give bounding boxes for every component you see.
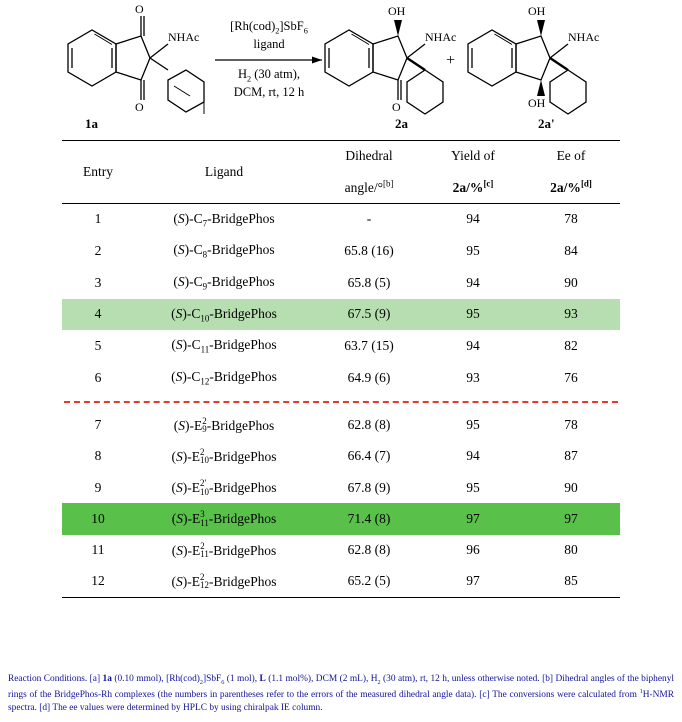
table-row [62, 203, 620, 235]
cell-entry: 12 [62, 566, 134, 598]
cell-dihedral-angle: 66.4 (7) [347, 448, 391, 464]
header-yield-line2: 2a/%[c] [452, 178, 494, 195]
cell-ee: 90 [564, 479, 578, 495]
scheme-structures [0, 0, 682, 140]
substrate-compound-label: 1a [85, 116, 98, 131]
section-separator [62, 394, 620, 410]
header-dihedral-line1: Dihedral [314, 141, 424, 172]
results-table [62, 140, 620, 598]
cell-ligand: (S)-E2 10-BridgePhos [171, 446, 277, 466]
table-header-row-1 [62, 141, 620, 172]
cell-dihedral-angle: 67.5 (9) [347, 306, 391, 322]
cell-ligand: $(S)-C_{12}$-BridgePhos [171, 368, 277, 387]
condition-solvent: DCM, rt, 12 h [233, 85, 305, 99]
product1-carbonyl-o: O [392, 100, 401, 114]
table-row [62, 410, 620, 441]
cell-yield: 95 [466, 243, 480, 259]
cell-ee: 97 [564, 510, 578, 526]
cell-entry: 11 [91, 542, 105, 558]
cell-yield: 94 [466, 274, 480, 290]
cell-entry: 6 [94, 369, 102, 385]
table-row [62, 299, 620, 331]
table-body [62, 203, 620, 598]
table-row [62, 441, 620, 472]
table-row [62, 362, 620, 394]
cell-ligand: (S)-E2 11-BridgePhos [171, 540, 277, 560]
cell-yield: 97 [424, 566, 522, 598]
substrate-carbonyl-o-top: O [135, 2, 144, 16]
product2-oh-top: OH [528, 4, 546, 18]
cell-entry: 1 [62, 203, 134, 235]
cell-dihedral-angle: 64.9 (6) [347, 369, 391, 385]
cell-ligand: (S)-E3 11-BridgePhos [171, 509, 277, 528]
cell-ee: 78 [522, 203, 620, 235]
cell-yield: 94 [424, 203, 522, 235]
cell-dihedral-angle: - [314, 203, 424, 235]
cell-ee: 85 [522, 566, 620, 598]
cell-ligand: (S)-E2' 10-BridgePhos [171, 478, 277, 497]
reagent-catalyst: $[Rh(cod)_2]SbF_6$ [230, 19, 308, 36]
cell-entry: 7 [94, 417, 102, 433]
cell-yield: 95 [466, 417, 480, 433]
cell-ligand: $(S)-C_{10}$-BridgePhos [171, 305, 277, 324]
cell-ee: 93 [564, 306, 578, 322]
product1-compound-label: 2a [395, 116, 408, 131]
cell-dihedral-angle: 67.8 (9) [347, 479, 391, 495]
cell-dihedral-angle: 65.8 (16) [344, 243, 394, 259]
cell-ee: 76 [564, 369, 578, 385]
cell-ligand: (S)-E2 12-BridgePhos [134, 566, 314, 598]
cell-ee: 80 [564, 542, 578, 558]
reaction-scheme [0, 0, 682, 140]
table-row [62, 330, 620, 362]
cell-yield: 97 [466, 510, 480, 526]
cell-yield: 93 [466, 369, 480, 385]
cell-entry: 5 [94, 338, 102, 354]
header-yield-line1: Yield of [424, 141, 522, 172]
product2-oh-bottom: OH [528, 96, 546, 110]
product2-compound-label: 2a' [538, 116, 555, 131]
cell-dihedral-angle: 63.7 (15) [344, 338, 394, 354]
cell-ligand: $(S)-C_{11}$-BridgePhos [171, 337, 277, 355]
cell-ligand: $(S)-C_7$-BridgePhos [134, 203, 314, 235]
cell-yield: 95 [466, 479, 480, 495]
cell-entry: 9 [94, 479, 102, 495]
footnote-text: Reaction Conditions. [a] 1a (0.10 mmol), $[Rh(cod)_2]SbF_6$ (1 mol), L (1.1 mol%), DCM (2 mL), $H_2$ (30 atm), rt, 12 h, unless otherwise noted. [b] Dihedral angles of the biphenyl rings of the BridgePhos-Rh complexes (the numbers in parentheses refer to the errors of the measured dihedral angle data). [c] The conversions were calculated from $^1$H-NMR spectra. [d] The ee values were determined by HPLC by using chiralpak IE column. [8, 673, 674, 714]
product1-nhac-label: NHAc [425, 30, 457, 44]
cell-ee: 78 [564, 417, 578, 433]
cell-dihedral-angle: 71.4 (8) [347, 510, 391, 526]
table-row [62, 566, 620, 598]
cell-entry: 3 [94, 274, 102, 290]
cell-entry: 2 [94, 243, 102, 259]
header-ee-line1: Ee of [522, 141, 620, 172]
table-row [62, 503, 620, 534]
cell-dihedral-angle: 62.8 (8) [347, 542, 391, 558]
header-ee-line2: 2a/%[d] [550, 178, 592, 195]
header-ligand: Ligand [134, 141, 314, 204]
product2-nhac-label: NHAc [568, 30, 600, 44]
cell-dihedral-angle: 65.8 (5) [347, 274, 391, 290]
header-dihedral-line2: angle/°[b] [344, 178, 394, 195]
header-entry: Entry [62, 141, 134, 204]
cell-ligand: $(S)-C_8$-BridgePhos [173, 242, 275, 260]
substrate-nhac-label: NHAc [168, 30, 200, 44]
condition-pressure: $H_2$ (30 atm), [237, 67, 301, 84]
cell-entry: 8 [94, 448, 102, 464]
substrate-carbonyl-o-bottom: O [135, 100, 144, 114]
table-row [62, 472, 620, 503]
cell-yield: 94 [466, 338, 480, 354]
cell-ee: 84 [564, 243, 578, 259]
table-row [62, 535, 620, 566]
cell-dihedral-angle: 62.8 (8) [347, 417, 391, 433]
cell-yield: 94 [466, 448, 480, 464]
product1-oh-label: OH [388, 4, 406, 18]
cell-ee: 82 [564, 338, 578, 354]
cell-ee: 87 [564, 448, 578, 464]
cell-entry: 10 [91, 510, 105, 526]
plus-sign: + [446, 52, 456, 69]
cell-ee: 90 [564, 274, 578, 290]
cell-entry: 4 [94, 306, 102, 322]
cell-yield: 96 [466, 542, 480, 558]
reagent-ligand: ligand [253, 37, 285, 51]
cell-ligand: $(S)-C_9$-BridgePhos [173, 273, 275, 292]
cell-ligand: (S)-E2 9-BridgePhos [173, 415, 275, 435]
cell-yield: 95 [466, 306, 480, 322]
table-row [62, 267, 620, 299]
table-row [62, 235, 620, 267]
cell-dihedral-angle: 65.2 (5) [314, 566, 424, 598]
